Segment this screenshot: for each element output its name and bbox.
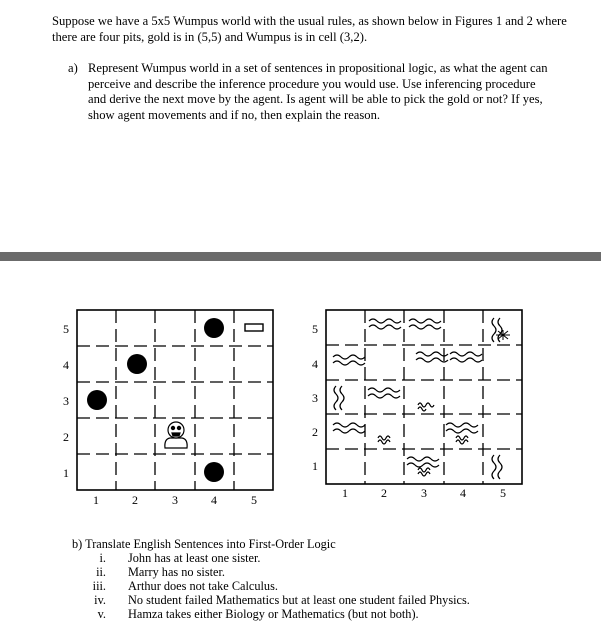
- figure-1: [63, 310, 273, 507]
- breeze-icon: [492, 455, 502, 479]
- part-b-list: [72, 551, 470, 621]
- list-item: [72, 607, 470, 621]
- fig2-row-5: 5: [312, 322, 318, 336]
- fig1-col-2: 2: [132, 493, 138, 507]
- breeze-icon: [333, 355, 365, 365]
- item-text: Marry has no sister.: [128, 565, 225, 579]
- wumpus-icon: [165, 422, 187, 448]
- item-number: iii.: [92, 579, 106, 593]
- part-b-label: b): [72, 537, 83, 551]
- pit-1-3: [87, 390, 107, 410]
- stench-icon: [418, 403, 434, 411]
- fig1-row-3: 3: [63, 394, 69, 408]
- part-b-heading: [72, 537, 470, 551]
- fig2-col-4: 4: [460, 486, 466, 500]
- fig1-row-1: 1: [63, 466, 69, 480]
- list-item: [72, 565, 470, 579]
- fig1-col-5: 5: [251, 493, 257, 507]
- fig2-row-4: 4: [312, 357, 318, 371]
- fig2-row-3: 3: [312, 391, 318, 405]
- stench-icon: [456, 436, 468, 444]
- glitter-icon: [496, 330, 510, 340]
- pit-2-4: [127, 354, 147, 374]
- stench-icon: [418, 468, 430, 476]
- breeze-icon: [492, 318, 502, 342]
- pit-4-5: [204, 318, 224, 338]
- item-number: iv.: [94, 593, 106, 607]
- list-item: [72, 579, 470, 593]
- fig1-col-3: 3: [172, 493, 178, 507]
- item-text: Hamza takes either Biology or Mathematics (but not both).: [128, 607, 419, 621]
- fig1-col-1: 1: [93, 493, 99, 507]
- fig1-row-2: 2: [63, 430, 69, 444]
- fig1-col-4: 4: [211, 493, 217, 507]
- breeze-icon: [334, 386, 344, 410]
- item-number: ii.: [96, 565, 106, 579]
- breeze-icon: [407, 457, 439, 467]
- breeze-icon: [409, 319, 441, 329]
- breeze-icon: [369, 319, 401, 329]
- breeze-icon: [450, 352, 482, 362]
- fig1-row-5: 5: [63, 322, 69, 336]
- breeze-icon: [368, 388, 400, 398]
- fig2-col-5: 5: [500, 486, 506, 500]
- breeze-icon: [333, 423, 365, 433]
- item-text: No student failed Mathematics but at least one student failed Physics.: [128, 593, 470, 607]
- stench-icon: [378, 436, 390, 444]
- item-number: i.: [99, 551, 106, 565]
- breeze-icon: [416, 352, 448, 362]
- part-b: [72, 537, 470, 621]
- question-intro: Suppose we have a 5x5 Wumpus world with the usual rules, as shown below in Figures 1 and 2 where there are four pits, gold is in (5,5) and Wumpus is in cell (3,2).: [52, 14, 567, 44]
- breeze-icon: [446, 423, 478, 433]
- gold-icon: [245, 324, 263, 331]
- fig2-col-2: 2: [381, 486, 387, 500]
- pit-4-1: [204, 462, 224, 482]
- list-item: [72, 551, 470, 565]
- part-a-text: Represent Wumpus world in a set of sentences in propositional logic, as what the agent can perceive and describe the inference procedure you would use. Use inferencing procedure and derive the next move by the agent. Is agent will be able to pick the gold or not? If yes, show agent movements and if no, then explain the reason.: [88, 61, 548, 122]
- list-item: [72, 593, 470, 607]
- fig2-col-3: 3: [421, 486, 427, 500]
- fig2-col-1: 1: [342, 486, 348, 500]
- figure-2: [312, 310, 522, 500]
- fig2-row-1: 1: [312, 459, 318, 473]
- item-number: v.: [97, 607, 106, 621]
- fig2-row-2: 2: [312, 425, 318, 439]
- part-a-label: a): [68, 61, 78, 75]
- part-b-title: Translate English Sentences into First-Order Logic: [85, 537, 336, 551]
- item-text: John has at least one sister.: [128, 551, 261, 565]
- fig1-row-4: 4: [63, 358, 69, 372]
- item-text: Arthur does not take Calculus.: [128, 579, 278, 593]
